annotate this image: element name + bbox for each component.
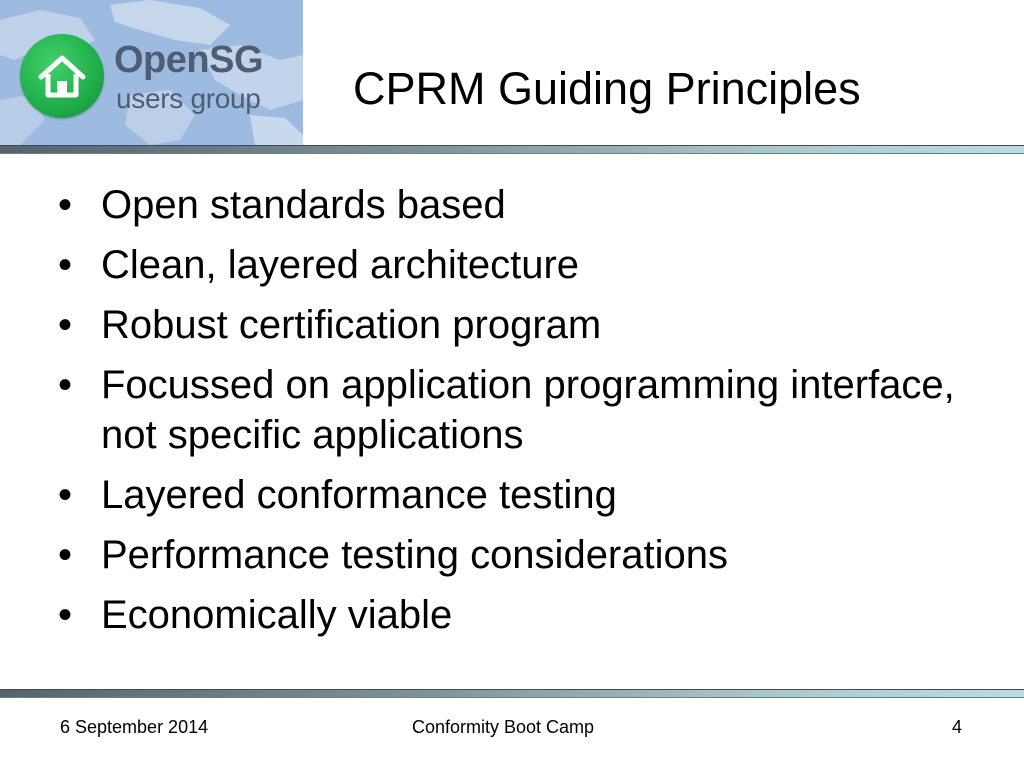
bullet-marker: •	[58, 473, 73, 517]
bullet-text: Economically viable	[101, 593, 453, 637]
bullet-item	[58, 360, 978, 460]
bullet-marker: •	[58, 303, 73, 347]
footer-event: Conformity Boot Camp	[412, 717, 595, 737]
logo-name: OpenSG	[114, 39, 264, 81]
logo-badge	[20, 34, 104, 118]
footer-date: 6 September 2014	[60, 717, 209, 737]
bullet-marker: •	[58, 363, 73, 407]
bullet-text: Layered conformance testing	[101, 473, 617, 517]
bullet-item	[58, 240, 978, 290]
bullet-marker: •	[58, 533, 73, 577]
page-number: 4	[952, 717, 963, 737]
bullet-item	[58, 180, 978, 230]
logo-subtitle: users group	[116, 83, 261, 114]
bullet-item	[58, 590, 978, 640]
opensg-logo	[0, 0, 303, 145]
bullet-text: Robust certification program	[101, 303, 602, 347]
slide-title: CPRM Guiding Principles	[353, 63, 861, 114]
bullet-marker: •	[58, 243, 73, 287]
header-divider	[0, 145, 1024, 154]
bullet-marker: •	[58, 183, 73, 227]
bullet-marker: •	[58, 593, 73, 637]
bullet-item	[58, 530, 978, 580]
bullet-item	[58, 470, 978, 520]
footer-divider	[0, 689, 1024, 698]
bullet-text: Clean, layered architecture	[101, 243, 580, 287]
bullet-text: Open standards based	[101, 183, 506, 227]
house-icon	[34, 48, 90, 104]
bullet-list	[58, 180, 978, 650]
bullet-text: Performance testing considerations	[101, 533, 728, 577]
bullet-text: Focussed on application programming interface, not specific applications	[101, 363, 955, 457]
bullet-item	[58, 300, 978, 350]
